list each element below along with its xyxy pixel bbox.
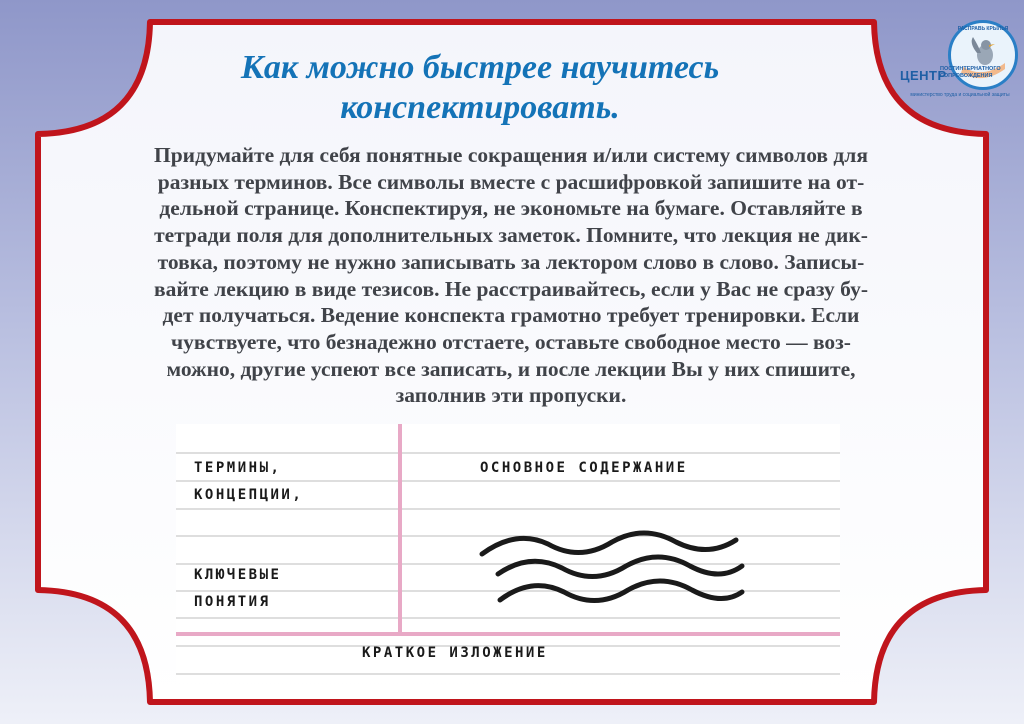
advice-line: товка, поэтому не нужно записывать за лектором слово в слово. Записы-: [157, 249, 865, 274]
label-concepts: КОНЦЕПЦИИ,: [194, 487, 304, 503]
page-title-line-2: конспектировать.: [340, 89, 620, 126]
label-main-content: ОСНОВНОЕ СОДЕРЖАНИЕ: [480, 460, 688, 476]
advice-line: вайте лекцию в виде тезисов. Не расстраивайтесь, если у Вас не сразу бу-: [154, 276, 868, 301]
logo-name: ЦЕНТР: [900, 68, 947, 83]
advice-line: дельной странице. Конспектируя, не экономьте на бумаге. Оставляйте в: [159, 196, 863, 221]
advice-line: разных терминов. Все символы вместе с расшифровкой запишите на от-: [157, 169, 865, 194]
advice-line: можно, другие успеют все записать, и после лекции Вы у них спишите,: [166, 356, 856, 381]
label-terms: ТЕРМИНЫ,: [194, 460, 282, 476]
advice-line: заполнив эти пропуски.: [395, 383, 627, 408]
advice-line: дет получаться. Ведение конспекта грамотно требует тренировки. Если: [162, 303, 860, 328]
advice-line: тетради поля для дополнительных заметок. Помните, что лекция не дик-: [154, 223, 868, 248]
label-key: КЛЮЧЕВЫЕ: [194, 567, 282, 583]
logo-subtitle: ПОСТИНТЕРНАТНОГО СОПРОВОЖДЕНИЯ: [940, 66, 1001, 79]
label-notions: ПОНЯТИЯ: [194, 594, 271, 610]
center-logo: [900, 20, 1018, 108]
notebook-illustration: [176, 424, 840, 682]
label-summary: КРАТКОЕ ИЗЛОЖЕНИЕ: [362, 645, 548, 661]
advice-line: чувствуете, что безнадежно отстаете, оставьте свободное место — воз-: [171, 329, 851, 354]
advice-line: Придумайте для себя понятные сокращения и/или систему символов для: [154, 143, 868, 167]
advice-paragraph: [58, 142, 964, 409]
page-title-line-1: Как можно быстрее научитесь: [240, 49, 720, 86]
logo-ministry: министерство труда и социальной защиты: [910, 92, 1010, 98]
logo-arc-text: РАСПРАВЬ КРЫЛЬЯ: [957, 26, 1009, 32]
